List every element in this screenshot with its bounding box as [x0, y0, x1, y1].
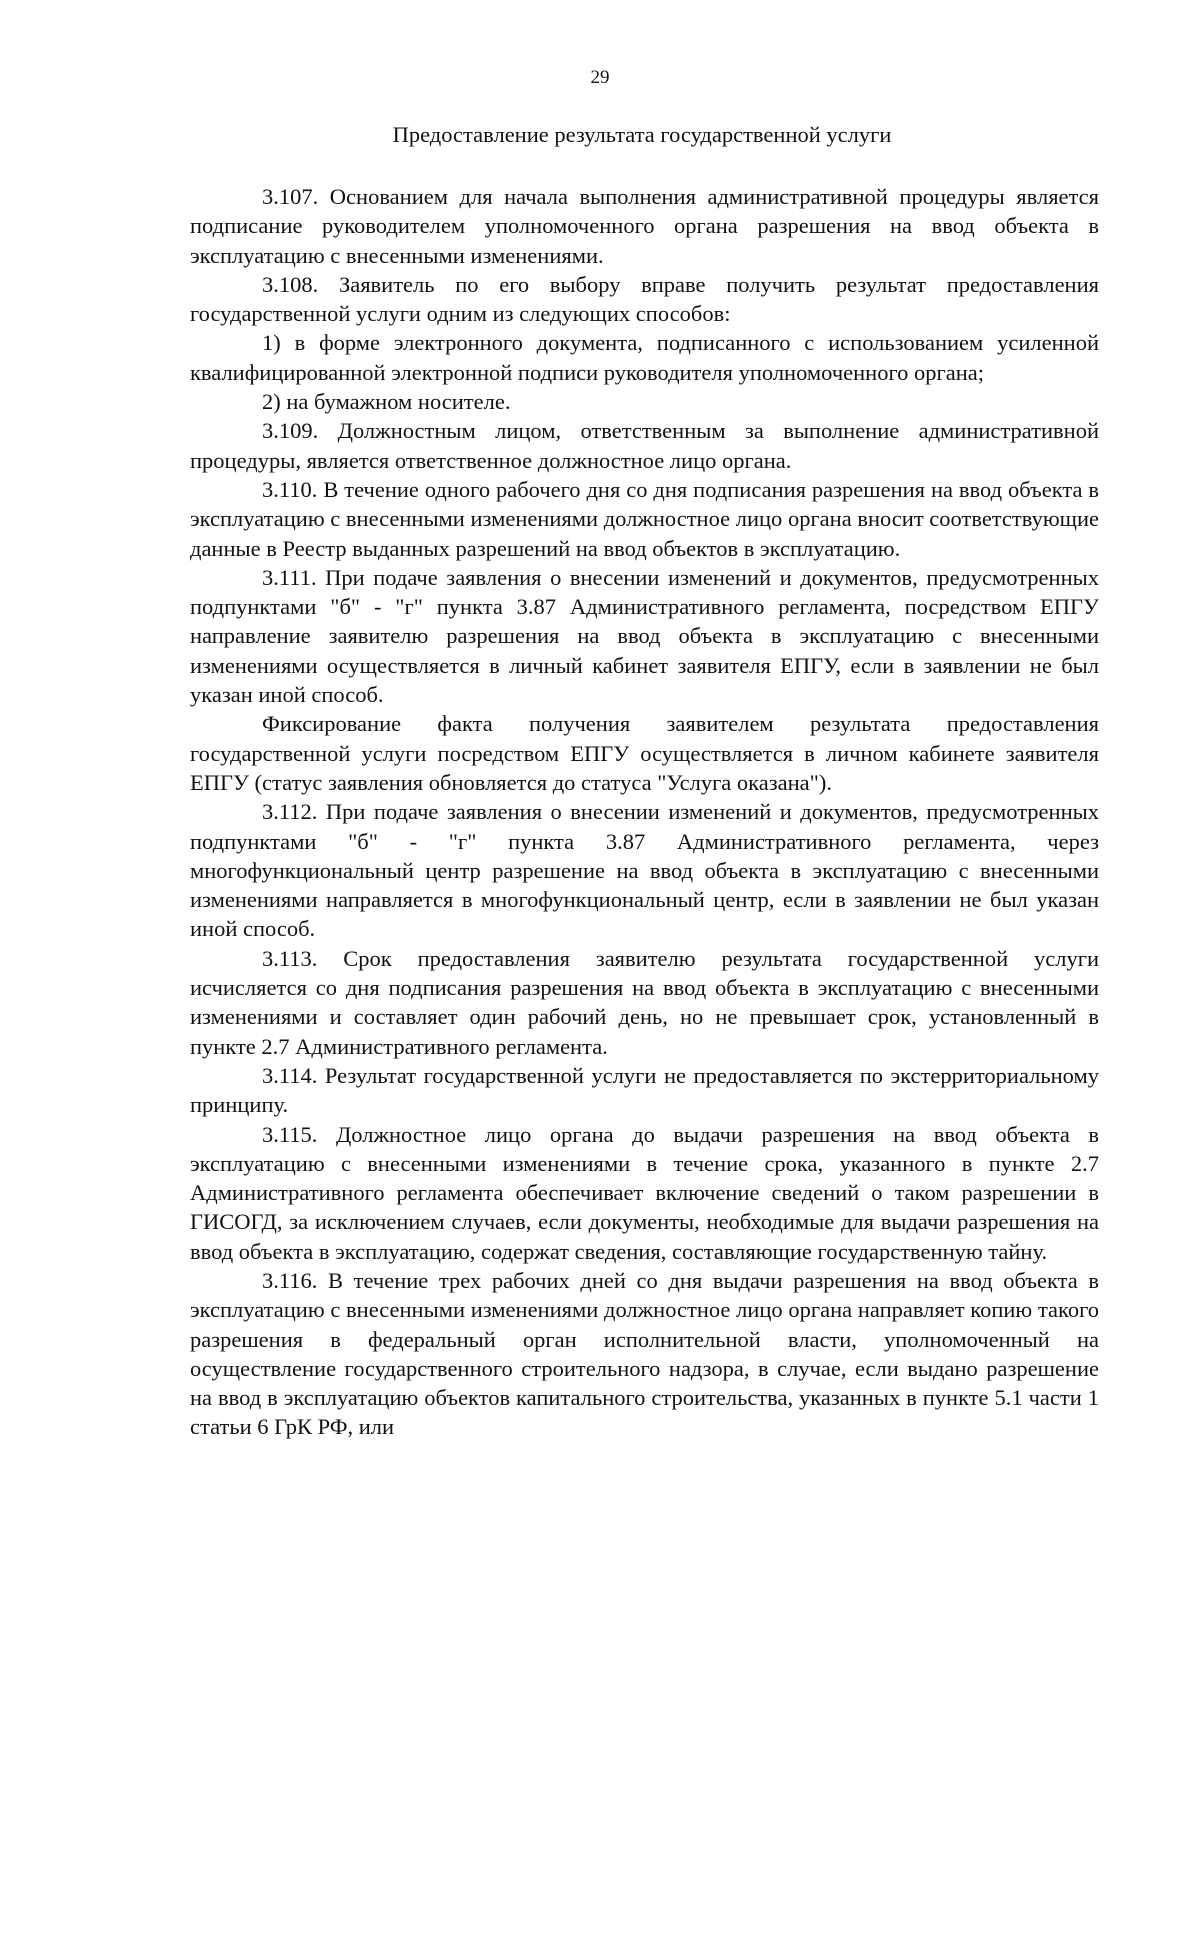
paragraph-3-110: 3.110. В течение одного рабочего дня со дня подписания разрешения на ввод объекта в эксплуатацию с внесенными изменениями должностное лицо органа вносит соответствующие данные в Реестр выданных разрешений на ввод объектов в эксплуатацию.	[190, 476, 1099, 561]
paragraph-3-111: 3.111. При подаче заявления о внесении изменений и документов, предусмотренных подпунктами "б" - "г" пункта 3.87 Административного регламента, посредством ЕПГУ направление заявителю разрешения на ввод объекта в эксплуатацию с внесенными изменениями осуществляется в личный кабинет заявителя ЕПГУ, если в заявлении не был указан иной способ.	[190, 564, 1099, 708]
paragraph-3-107: 3.107. Основанием для начала выполнения административной процедуры является подписание руководителем уполномоченного органа разрешения на ввод объекта в эксплуатацию с внесенными изменениями.	[190, 184, 1099, 268]
paragraph-3-114: 3.114. Результат государственной услуги не предоставляется по экстерриториальному принципу.	[190, 1062, 1099, 1118]
paragraph-3-116: 3.116. В течение трех рабочих дней со дня выдачи разрешения на ввод объекта в эксплуатацию с внесенными изменениями должностное лицо органа направляет копию такого разрешения в федеральный орган исполнительной власти, уполномоченный на осуществление государственного строительного надзора, в случае, если выдано разрешение на ввод в эксплуатацию объектов капитального строительства, указанных в пункте 5.1 части 1 статьи 6 ГрК РФ, или	[190, 1267, 1099, 1440]
paragraph-3-113: 3.113. Срок предоставления заявителю результата государственной услуги исчисляется со дня подписания разрешения на ввод объекта в эксплуатацию с внесенными изменениями и составляет один рабочий день, но не превышает срок, установленный в пункте 2.7 Административного регламента.	[190, 945, 1099, 1059]
list-item-electronic: 1) в форме электронного документа, подписанного с использованием усиленной квалифицированной электронной подписи руководителя уполномоченного органа;	[190, 330, 1099, 385]
paragraph-3-112: 3.112. При подаче заявления о внесении изменений и документов, предусмотренных подпунктами "б" - "г" пункта 3.87 Административного регламента, через многофункциональный центр разрешение на ввод объекта в эксплуатацию с внесенными изменениями направляется в многофункциональный центр, если в заявлении не был указан иной способ.	[190, 799, 1099, 942]
list-item-paper: 2) на бумажном носителе.	[262, 389, 511, 415]
paragraph-fixation: Фиксирование факта получения заявителем результата предоставления государственной услуги посредством ЕПГУ осуществляется в личном кабинете заявителя ЕПГУ (статус заявления обновляется до статуса "Услуга оказана").	[190, 711, 1099, 795]
section-title: Предоставление результата государственной услуги	[392, 122, 892, 147]
document-body	[190, 182, 1099, 1442]
page-number: 29	[590, 67, 610, 88]
paragraph-3-108: 3.108. Заявитель по его выбору вправе получить результат предоставления государственной услуги одним из следующих способов:	[190, 271, 1099, 327]
paragraph-3-115: 3.115. Должностное лицо органа до выдачи разрешения на ввод объекта в эксплуатацию с внесенными изменениями в течение срока, указанного в пункте 2.7 Административного регламента обеспечивает включение сведений о таком разрешении в ГИСОГД, за исключением случаев, если документы, необходимые для выдачи разрешения на ввод объекта в эксплуатацию, содержат сведения, составляющие государственную тайну.	[190, 1121, 1099, 1264]
paragraph-3-109: 3.109. Должностным лицом, ответственным за выполнение административной процедуры, является ответственное должностное лицо органа.	[190, 418, 1099, 473]
